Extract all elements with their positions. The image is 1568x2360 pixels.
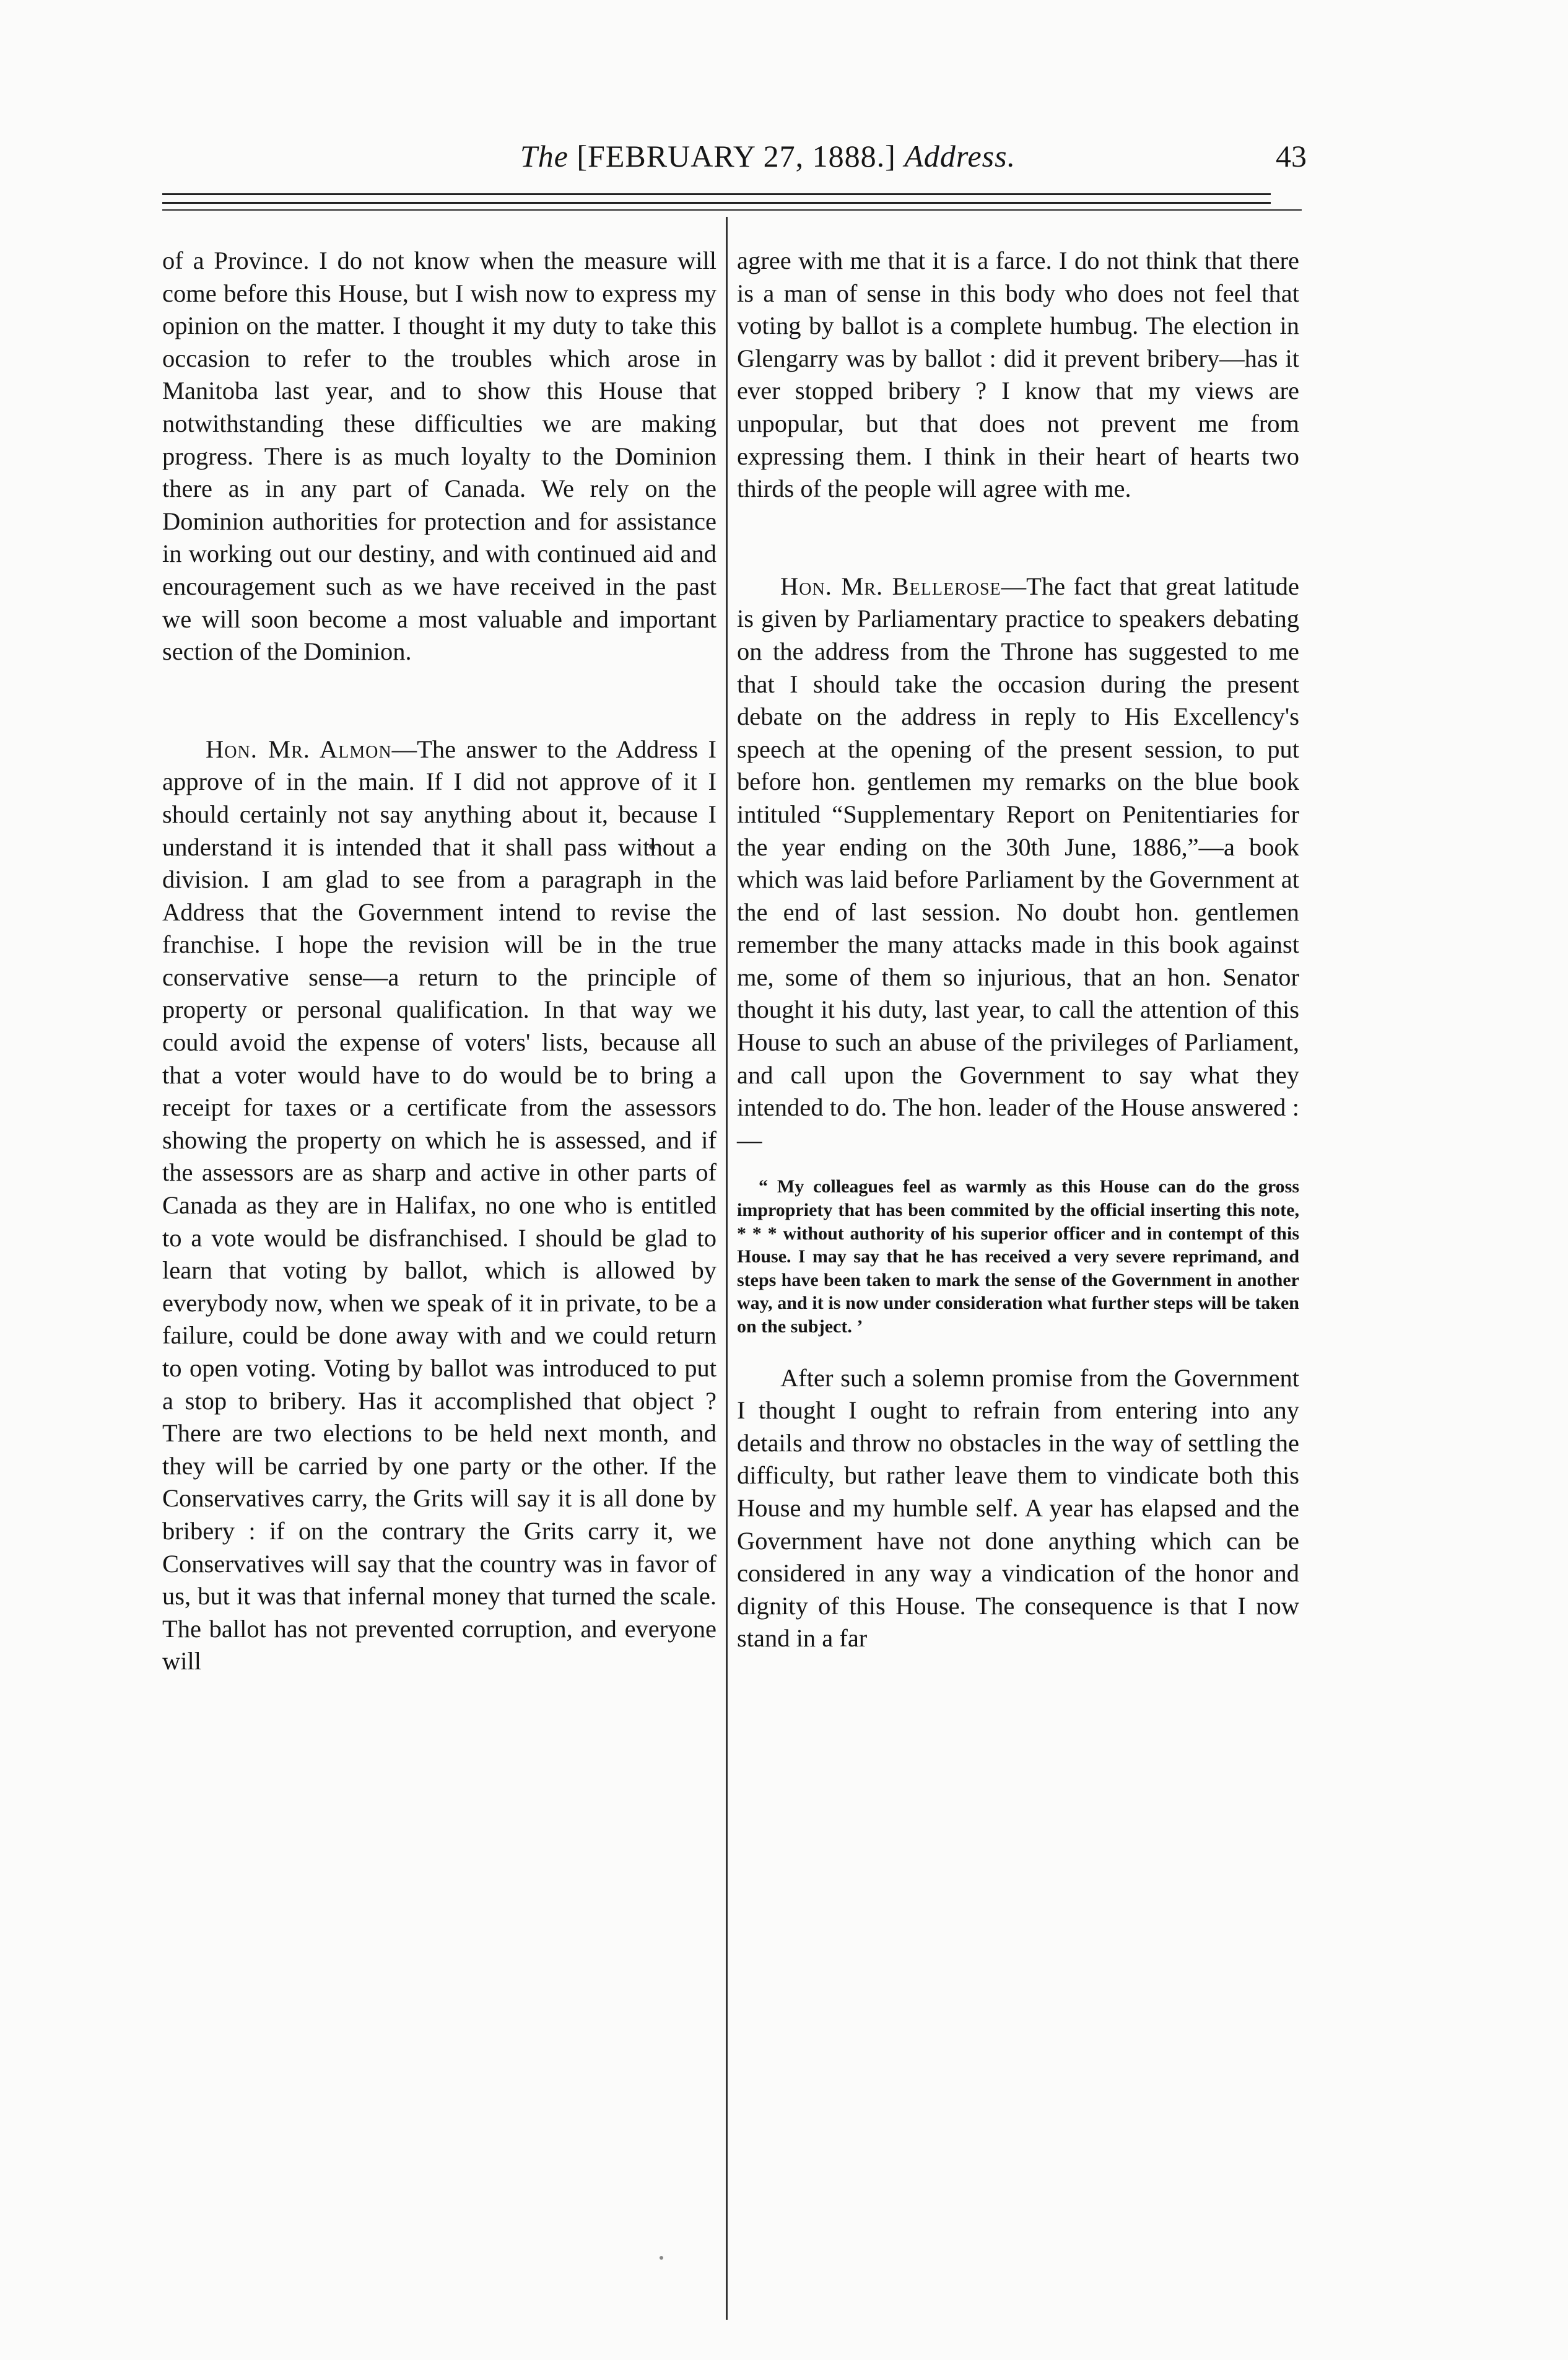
paragraph-gap (162, 668, 716, 733)
ink-speck (660, 2256, 663, 2260)
running-title (427, 138, 1108, 175)
bellerose-speech (737, 570, 1299, 1157)
almon-speech (162, 733, 716, 1678)
header-rule-top (162, 193, 1271, 195)
page-header (155, 138, 1307, 175)
page-number: 43 (1276, 139, 1307, 173)
running-title-suffix: Address. (904, 139, 1016, 173)
running-title-prefix: The (520, 139, 568, 173)
speech-text: —The fact that great latitude is given by Parliamentary practice to speakers debating on the address from the Throne has suggested to me that I should take the occasion during the present debate on the address in reply to His Excellency's speech at the opening of the present session, to put before hon. gentlemen my remarks on the blue book intituled “Supplementary Report on Penitentiaries for the year ending on the 30th June, 1886,”—a book which was laid before Parliament by the Government at the end of last session. No doubt hon. gentlemen remember the many attacks made in this book against me, some of them so injurious, that an hon. Senator thought it his duty, last year, to call the attention of this House to such an abuse of the privileges of Parliament, and call upon the Government to say what they intended to do. The hon. leader of the House answered :— (737, 572, 1299, 1154)
speaker-name: Hon. Mr. Almon (206, 735, 392, 763)
right-column (737, 245, 1299, 1655)
column-divider (726, 217, 728, 2320)
header-rule-bottom (162, 209, 1302, 211)
left-column (162, 245, 716, 1678)
paragraph-gap (737, 505, 1299, 570)
speech-text: —The answer to the Address I approve of in the main. If I did not approve of it I should certainly not say anything about it, because I understand it is intended that it shall pass without a division. I am glad to see from a paragraph in the Address that the Government intend to revise the franchise. I hope the revision will be in the true conservative sense—a return to the principle of property or personal qualification. In that way we could avoid the expense of voters' lists, because all that a voter would have to do would be to bring a receipt for taxes or a certificate from the assessors showing the property on which he is assessed, and if the assessors are as sharp and active in other parts of Canada as they are in Halifax, no one who is entitled to a vote would be disfranchised. I should be glad to learn that voting by ballot, which is allowed by everybody now, when we speak of it in private, to be a failure, could be done away with and we could return to open voting. Voting by ballot was introduced to put a stop to bribery. Has it accomplished that object ? There are two elections to be held next month, and they will be carried by one party or the other. If the Conservatives carry, the Grits will say it is all done by bribery : if on the contrary the Grits carry it, we Conservatives will say that the country was in favor of us, but it was that infernal money that turned the scale. The ballot has not prevented corruption, and everyone will (162, 735, 716, 1676)
right-paragraph-1: agree with me that it is a farce. I do not think that there is a man of sense in this body who does not feel that voting by ballot is a complete humbug. The election in Glengarry was by ballot : did it prevent bribery—has it ever stopped bribery ? I know that my views are unpopular, but that does not prevent me from expressing them. I think in their heart of hearts two thirds of the people will agree with me. (737, 247, 1299, 503)
right-paragraph-3: After such a solemn promise from the Government I thought I ought to refrain from entering into any details and throw no obstacles in the way of settling the difficulty, but rather leave them to vindicate both this House and my humble self. A year has elapsed and the Government have not done anything which can be considered in any way a vindication of the honor and dignity of this House. The consequence is that I now stand in a far (737, 1363, 1299, 1653)
block-quote: “ My colleagues feel as warmly as this House can do the gross impropriety that has been commited by the official inserting this note, * * * without authority of his superior officer and in contempt of this House. I may say that he has received a very severe reprimand, and steps have been taken to mark the sense of the Government in another way, and it is now under consideration what further steps will be taken on the subject. ’ (737, 1176, 1299, 1337)
header-rule-middle (162, 202, 1271, 204)
running-title-date: [FEBRUARY 27, 1888.] (568, 139, 905, 173)
left-paragraph-1: of a Province. I do not know when the measure will come before this House, but I wish now to express my opinion on the matter. I thought it my duty to take this occasion to refer to the troubles which arose in Manitoba last year, and to show this House that notwithstanding these difficulties we are making progress. There is as much loyalty to the Dominion there as in any part of Canada. We rely on the Dominion authorities for protection and for assistance in working out our destiny, and with continued aid and encouragement such as we have received in the past we will soon become a most valuable and important section of the Dominion. (162, 247, 716, 666)
speaker-name: Hon. Mr. Bellerose (780, 572, 1001, 600)
